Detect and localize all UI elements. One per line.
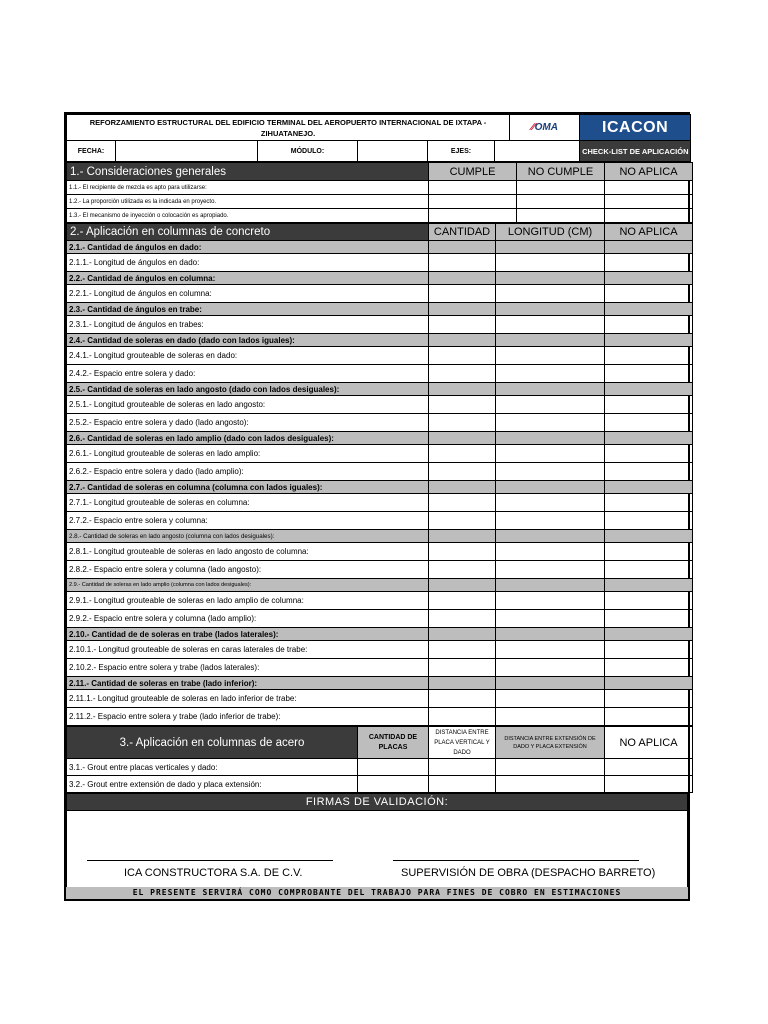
- cumple-cell[interactable]: [429, 195, 517, 209]
- signature-label-left: ICA CONSTRUCTORA S.A. DE C.V.: [124, 867, 303, 879]
- longitud-cell[interactable]: [496, 365, 605, 383]
- no-aplica-cell[interactable]: [605, 592, 693, 610]
- longitud-cell[interactable]: [496, 383, 605, 396]
- section2-item-label: 2.5.1.- Longitud grouteable de soleras en lado angosto:: [67, 396, 429, 414]
- section2-subheader-row: [67, 481, 693, 494]
- section2-row: [67, 690, 693, 708]
- no-aplica-cell[interactable]: [605, 659, 693, 677]
- no-aplica-cell[interactable]: [605, 708, 693, 726]
- longitud-cell[interactable]: [496, 414, 605, 432]
- section2-item-label: 2.4.- Cantidad de soleras en dado (dado con lados iguales):: [67, 334, 429, 347]
- section2-subheader-row: [67, 432, 693, 445]
- no-aplica-cell[interactable]: [605, 543, 693, 561]
- fecha-field[interactable]: [116, 141, 258, 162]
- no-aplica-cell[interactable]: [605, 561, 693, 579]
- section2-subheader-row: [67, 677, 693, 690]
- col-no-cumple: NO CUMPLE: [517, 163, 605, 181]
- no-aplica-cell[interactable]: [605, 759, 693, 776]
- section1-item-label: 1.2.- La proporción utilizada es la indicada en proyecto.: [67, 195, 429, 209]
- section2-row: [67, 445, 693, 463]
- longitud-cell[interactable]: [496, 512, 605, 530]
- section2-row: [67, 561, 693, 579]
- section2-subheader-row: [67, 241, 693, 254]
- section2-row: [67, 708, 693, 726]
- no-aplica-cell[interactable]: [605, 316, 693, 334]
- section1-row: [67, 195, 693, 209]
- no-aplica-cell[interactable]: [605, 347, 693, 365]
- col-no-aplica-3: NO APLICA: [605, 727, 693, 759]
- col-longitud: LONGITUD (CM): [496, 224, 605, 241]
- longitud-cell[interactable]: [496, 708, 605, 726]
- section2-subheader-row: [67, 272, 693, 285]
- section1-row: [67, 181, 693, 195]
- section2-row: [67, 396, 693, 414]
- no-aplica-cell[interactable]: [605, 512, 693, 530]
- cantidad-cell[interactable]: [429, 241, 496, 254]
- no-aplica-cell[interactable]: [605, 414, 693, 432]
- cantidad-cell[interactable]: [429, 543, 496, 561]
- col-cantidad: CANTIDAD: [429, 224, 496, 241]
- cantidad-cell[interactable]: [429, 708, 496, 726]
- no-aplica-cell[interactable]: [605, 334, 693, 347]
- footer-note: EL PRESENTE SERVIRÁ COMO COMPROBANTE DEL TRABAJO PARA FINES DE COBRO EN ESTIMACIONES: [66, 887, 688, 899]
- checklist-title: CHECK-LIST DE APLICACIÓN DE GROUT: [580, 141, 691, 162]
- section2-item-label: 2.7.- Cantidad de soleras en columna (columna con lados iguales):: [67, 481, 429, 494]
- section2-item-label: 2.4.1.- Longitud grouteable de soleras en dado:: [67, 347, 429, 365]
- no-aplica-cell[interactable]: [605, 365, 693, 383]
- no-aplica-cell[interactable]: [605, 396, 693, 414]
- no-aplica-cell[interactable]: [605, 610, 693, 628]
- longitud-cell[interactable]: [496, 592, 605, 610]
- cantidad-cell[interactable]: [429, 641, 496, 659]
- signature-line-left[interactable]: [87, 860, 333, 861]
- modulo-label: MÓDULO:: [258, 141, 358, 162]
- no-aplica-cell[interactable]: [605, 383, 693, 396]
- cantidad-cell[interactable]: [429, 414, 496, 432]
- no-aplica-cell[interactable]: [605, 690, 693, 708]
- section2-row: [67, 641, 693, 659]
- section2-item-label: 2.1.1.- Longitud de ángulos en dado:: [67, 254, 429, 272]
- section2-row: [67, 659, 693, 677]
- no-aplica-cell[interactable]: [605, 494, 693, 512]
- section2-item-label: 2.8.1.- Longitud grouteable de soleras en lado angosto de columna:: [67, 543, 429, 561]
- no-aplica-cell[interactable]: [605, 272, 693, 285]
- col-no-aplica-2: NO APLICA: [605, 224, 693, 241]
- longitud-cell[interactable]: [496, 677, 605, 690]
- cantidad-cell[interactable]: [429, 396, 496, 414]
- cantidad-cell[interactable]: [429, 494, 496, 512]
- section2-item-label: 2.6.1.- Longitud grouteable de soleras en lado amplio:: [67, 445, 429, 463]
- signature-line-right[interactable]: [393, 860, 639, 861]
- section2-subheader-row: [67, 628, 693, 641]
- no-aplica-cell[interactable]: [605, 181, 693, 195]
- longitud-cell[interactable]: [496, 610, 605, 628]
- section2-row: [67, 347, 693, 365]
- no-aplica-cell[interactable]: [605, 677, 693, 690]
- cantidad-cell[interactable]: [429, 561, 496, 579]
- section2-item-label: 2.7.1.- Longitud grouteable de soleras en columna:: [67, 494, 429, 512]
- section2-item-label: 2.10.- Cantidad de de soleras en trabe (lados laterales):: [67, 628, 429, 641]
- fecha-label: FECHA:: [67, 141, 116, 162]
- section2-row: [67, 414, 693, 432]
- longitud-cell[interactable]: [496, 494, 605, 512]
- section2-item-label: 2.4.2.- Espacio entre solera y dado:: [67, 365, 429, 383]
- section2-item-label: 2.11.2.- Espacio entre solera y trabe (lado inferior de trabe):: [67, 708, 429, 726]
- section1-item-label: 1.3.- El mecanismo de inyección o colocación es apropiado.: [67, 209, 429, 223]
- longitud-cell[interactable]: [496, 481, 605, 494]
- cantidad-cell[interactable]: [429, 677, 496, 690]
- signature-label-right: SUPERVISIÓN DE OBRA (DESPACHO BARRETO): [401, 867, 656, 879]
- section1-item-label: 1.1.- El recipiente de mezcla es apto para utilizarse:: [67, 181, 429, 195]
- section3-row: [67, 776, 693, 793]
- oma-logo: ∕∕OMA: [510, 115, 580, 141]
- cumple-cell[interactable]: [429, 209, 517, 223]
- cantidad-cell[interactable]: [429, 347, 496, 365]
- cumple-cell[interactable]: [429, 181, 517, 195]
- section2-item-label: 2.11.1.- Longitud grouteable de soleras en lado inferior de trabe:: [67, 690, 429, 708]
- section2-item-label: 2.9.- Cantidad de soleras en lado amplio (columna con lados desiguales):: [67, 579, 429, 592]
- section2-table: [66, 223, 693, 726]
- cantidad-cell[interactable]: [429, 254, 496, 272]
- section2-subheader-row: [67, 579, 693, 592]
- no-aplica-cell[interactable]: [605, 579, 693, 592]
- signature-area: [66, 811, 688, 887]
- section2-row: [67, 316, 693, 334]
- distancia-placa-cell[interactable]: [429, 759, 496, 776]
- distancia-placa-cell[interactable]: [429, 776, 496, 793]
- no-aplica-cell[interactable]: [605, 641, 693, 659]
- section3-table: [66, 726, 693, 793]
- col-distancia-placa-dado: DISTANCIA ENTRE PLACA VERTICAL Y DADO: [429, 727, 496, 759]
- cantidad-cell[interactable]: [429, 316, 496, 334]
- cantidad-cell[interactable]: [429, 445, 496, 463]
- project-title: REFORZAMIENTO ESTRUCTURAL DEL EDIFICIO TERMINAL DEL AEROPUERTO INTERNACIONAL DE IXTAPA - ZIHUATANEJO.: [67, 115, 510, 141]
- section2-item-label: 2.8.- Cantidad de soleras en lado angosto (columna con lados desiguales):: [67, 530, 429, 543]
- no-aplica-cell[interactable]: [605, 628, 693, 641]
- section2-item-label: 2.6.- Cantidad de soleras en lado amplio (dado con lados desiguales):: [67, 432, 429, 445]
- no-aplica-cell[interactable]: [605, 195, 693, 209]
- section2-item-label: 2.6.2.- Espacio entre solera y dado (lado amplio):: [67, 463, 429, 481]
- cantidad-cell[interactable]: [429, 365, 496, 383]
- section2-item-label: 2.11.- Cantidad de soleras en trabe (lado inferior):: [67, 677, 429, 690]
- no-aplica-cell[interactable]: [605, 776, 693, 793]
- cantidad-placas-cell[interactable]: [358, 776, 429, 793]
- cantidad-placas-cell[interactable]: [358, 759, 429, 776]
- longitud-cell[interactable]: [496, 241, 605, 254]
- no-aplica-cell[interactable]: [605, 303, 693, 316]
- longitud-cell[interactable]: [496, 316, 605, 334]
- section2-item-label: 2.3.- Cantidad de ángulos en trabe:: [67, 303, 429, 316]
- longitud-cell[interactable]: [496, 463, 605, 481]
- section2-item-label: 2.3.1.- Longitud de ángulos en trabes:: [67, 316, 429, 334]
- longitud-cell[interactable]: [496, 334, 605, 347]
- no-cumple-cell[interactable]: [517, 195, 605, 209]
- distancia-extension-cell[interactable]: [496, 759, 605, 776]
- cantidad-cell[interactable]: [429, 610, 496, 628]
- cantidad-cell[interactable]: [429, 659, 496, 677]
- cantidad-cell[interactable]: [429, 432, 496, 445]
- longitud-cell[interactable]: [496, 659, 605, 677]
- cantidad-cell[interactable]: [429, 592, 496, 610]
- longitud-cell[interactable]: [496, 254, 605, 272]
- no-aplica-cell[interactable]: [605, 481, 693, 494]
- modulo-field[interactable]: [358, 141, 428, 162]
- section2-row: [67, 254, 693, 272]
- section2-row: [67, 463, 693, 481]
- section2-item-label: 2.5.- Cantidad de soleras en lado angosto (dado con lados desiguales):: [67, 383, 429, 396]
- longitud-cell[interactable]: [496, 690, 605, 708]
- section1-title: 1.- Consideraciones generales: [67, 163, 429, 181]
- no-aplica-cell[interactable]: [605, 254, 693, 272]
- section2-item-label: 2.10.2.- Espacio entre solera y trabe (lados laterales):: [67, 659, 429, 677]
- cantidad-cell[interactable]: [429, 530, 496, 543]
- longitud-cell[interactable]: [496, 641, 605, 659]
- longitud-cell[interactable]: [496, 272, 605, 285]
- longitud-cell[interactable]: [496, 445, 605, 463]
- cantidad-cell[interactable]: [429, 463, 496, 481]
- section2-subheader-row: [67, 383, 693, 396]
- longitud-cell[interactable]: [496, 543, 605, 561]
- longitud-cell[interactable]: [496, 347, 605, 365]
- section3-item-label: 3.1.- Grout entre placas verticales y dado:: [67, 759, 358, 776]
- col-cumple: CUMPLE: [429, 163, 517, 181]
- no-aplica-cell[interactable]: [605, 241, 693, 254]
- section1-row: [67, 209, 693, 223]
- longitud-cell[interactable]: [496, 432, 605, 445]
- longitud-cell[interactable]: [496, 285, 605, 303]
- section2-row: [67, 494, 693, 512]
- no-cumple-cell[interactable]: [517, 209, 605, 223]
- section2-subheader-row: [67, 334, 693, 347]
- section2-row: [67, 543, 693, 561]
- section2-row: [67, 592, 693, 610]
- section2-item-label: 2.9.2.- Espacio entre solera y columna (lado amplio):: [67, 610, 429, 628]
- section2-row: [67, 365, 693, 383]
- section2-item-label: 2.8.2.- Espacio entre solera y columna (lado angosto):: [67, 561, 429, 579]
- signatures-table: [66, 793, 688, 811]
- cantidad-cell[interactable]: [429, 383, 496, 396]
- no-aplica-cell[interactable]: [605, 463, 693, 481]
- longitud-cell[interactable]: [496, 530, 605, 543]
- section2-title: 2.- Aplicación en columnas de concreto: [67, 224, 429, 241]
- no-cumple-cell[interactable]: [517, 181, 605, 195]
- cantidad-cell[interactable]: [429, 512, 496, 530]
- cantidad-cell[interactable]: [429, 303, 496, 316]
- longitud-cell[interactable]: [496, 628, 605, 641]
- col-cantidad-placas: CANTIDAD DE PLACAS: [358, 727, 429, 759]
- section2-item-label: 2.2.- Cantidad de ángulos en columna:: [67, 272, 429, 285]
- distancia-extension-cell[interactable]: [496, 776, 605, 793]
- section2-item-label: 2.10.1.- Longitud grouteable de soleras en caras laterales de trabe:: [67, 641, 429, 659]
- checklist-sheet: [64, 112, 731, 901]
- cantidad-cell[interactable]: [429, 481, 496, 494]
- longitud-cell[interactable]: [496, 579, 605, 592]
- col-no-aplica: NO APLICA: [605, 163, 693, 181]
- cantidad-cell[interactable]: [429, 334, 496, 347]
- cantidad-cell[interactable]: [429, 579, 496, 592]
- section2-item-label: 2.5.2.- Espacio entre solera y dado (lado angosto):: [67, 414, 429, 432]
- cantidad-cell[interactable]: [429, 628, 496, 641]
- no-aplica-cell[interactable]: [605, 285, 693, 303]
- cantidad-cell[interactable]: [429, 285, 496, 303]
- section2-subheader-row: [67, 303, 693, 316]
- section3-item-label: 3.2.- Grout entre extensión de dado y placa extensión:: [67, 776, 358, 793]
- no-aplica-cell[interactable]: [605, 530, 693, 543]
- section2-item-label: 2.9.1.- Longitud grouteable de soleras en lado amplio de columna:: [67, 592, 429, 610]
- ejes-field[interactable]: [495, 141, 580, 162]
- section2-item-label: 2.7.2.- Espacio entre solera y columna:: [67, 512, 429, 530]
- section2-subheader-row: [67, 530, 693, 543]
- cantidad-cell[interactable]: [429, 272, 496, 285]
- header-table: [66, 114, 731, 162]
- icacon-logo: ICACON: [580, 115, 691, 141]
- ejes-label: EJES:: [428, 141, 495, 162]
- no-aplica-cell[interactable]: [605, 445, 693, 463]
- section2-row: [67, 610, 693, 628]
- section3-title: 3.- Aplicación en columnas de acero: [67, 727, 358, 759]
- longitud-cell[interactable]: [496, 396, 605, 414]
- col-distancia-extension: DISTANCIA ENTRE EXTENSIÓN DE DADO Y PLACA EXTENSIÓN: [496, 727, 605, 759]
- section2-row: [67, 512, 693, 530]
- section2-row: [67, 285, 693, 303]
- section1-table: [66, 162, 693, 223]
- longitud-cell[interactable]: [496, 561, 605, 579]
- section2-item-label: 2.1.- Cantidad de ángulos en dado:: [67, 241, 429, 254]
- no-aplica-cell[interactable]: [605, 209, 693, 223]
- longitud-cell[interactable]: [496, 303, 605, 316]
- section3-row: [67, 759, 693, 776]
- signatures-title: FIRMAS DE VALIDACIÓN:: [67, 794, 688, 811]
- no-aplica-cell[interactable]: [605, 432, 693, 445]
- cantidad-cell[interactable]: [429, 690, 496, 708]
- section2-item-label: 2.2.1.- Longitud de ángulos en columna:: [67, 285, 429, 303]
